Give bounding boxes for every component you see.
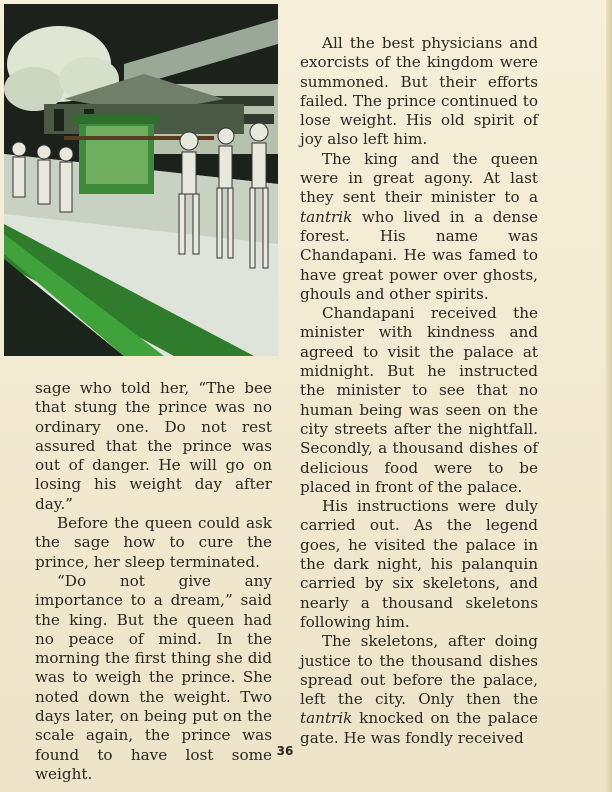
right-text-column: [300, 34, 538, 748]
tantrik-term-2: tantrik: [300, 709, 353, 728]
right-paragraph-2-start: The king and the queen were in great agony. At last they sent their minister to a: [300, 149, 538, 207]
left-text-column: [35, 379, 272, 784]
right-paragraph-1: All the best physicians and exorcists of the kingdom were summoned. But their efforts failed. The prince continued to lose weight. His old spirit of joy also left him.: [300, 34, 538, 149]
right-paragraph-5-end: knocked on the palace gate. He was fondly received: [300, 709, 538, 747]
page-edge: [606, 0, 612, 792]
right-paragraph-3: Chandapani received the minister with kindness and agreed to visit the palace at midnight. But he instructed the minister to see that no human being was seen on the city streets after the nightfall. Secondly, a thousand dishes of delicious food were to be placed in front of the palace.: [300, 304, 538, 496]
right-paragraph-4: His instructions were duly carried out. As the legend goes, he visited the palace in the dark night, his palanquin carried by six skeletons, and nearly a thousand skeletons following him.: [300, 497, 538, 631]
right-paragraph-5-start: The skeletons, after doing justice to the thousand dishes spread out before the palace, left the city. Only then the: [300, 632, 538, 709]
left-paragraph-1: sage who told her, “The bee that stung the prince was no ordinary one. Do not rest assured that the prince was out of danger. He will go on losing his weight day after day.”: [35, 379, 272, 513]
palanquin-illustration: [4, 4, 278, 356]
right-paragraph-2: [300, 150, 538, 304]
page-number: 36: [276, 744, 294, 758]
tantrik-term: tantrik: [300, 207, 353, 226]
right-paragraph-2-end: who lived in a dense forest. His name was Chandapani. He was famed to have great power over ghosts, ghouls and other spirits.: [300, 207, 538, 303]
left-paragraph-2: Before the queen could ask the sage how to cure the prince, her sleep terminated.: [35, 514, 272, 571]
right-paragraph-5: [300, 632, 538, 748]
left-paragraph-3: “Do not give any importance to a dream,” said the king. But the queen had no peace of mind. In the morning the first thing she did was to weigh the prince. She noted down the weight. Two days later, on being put on the scale again, the prince was found to have lost some weight.: [35, 571, 272, 783]
skeleton-procession-picture: [4, 4, 278, 356]
